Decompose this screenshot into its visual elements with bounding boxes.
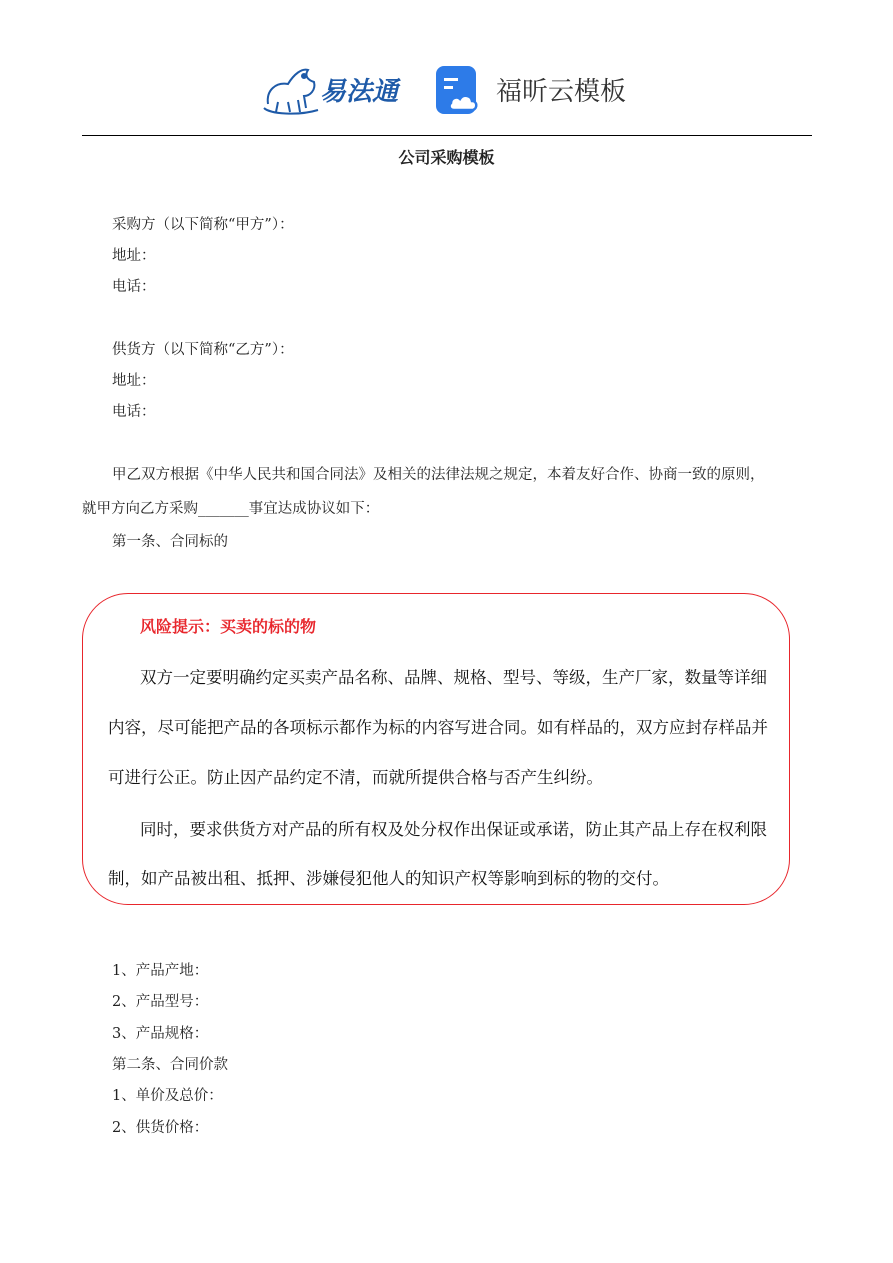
cloud-doc-icon xyxy=(436,66,476,114)
party-a-phone: 电话： xyxy=(112,279,156,295)
document-title: 公司采购模板 xyxy=(398,148,495,167)
header-logos xyxy=(258,60,638,120)
party-a-line: 采购方（以下简称“甲方”）： xyxy=(112,217,294,233)
party-b-line: 供货方（以下简称“乙方”）： xyxy=(112,342,294,358)
item-spec: 3、产品规格： xyxy=(112,1026,209,1042)
logo-graphic xyxy=(258,60,638,120)
risk-notice-line: 制，如产品被出租、抵押、涉嫌侵犯他人的知识产权等影响到标的物的交付。 xyxy=(108,869,669,888)
risk-notice-title: 风险提示：买卖的标的物 xyxy=(140,617,317,636)
intro-paragraph-line2: 就甲方向乙方采购_______事宜达成协议如下： xyxy=(82,501,380,517)
party-a-address: 地址： xyxy=(112,248,156,264)
risk-notice-line: 同时，要求供货方对产品的所有权及处分权作出保证或承诺，防止其产品上存在权利限 xyxy=(140,820,767,839)
risk-notice-line: 内容，尽可能把产品的各项标示都作为标的内容写进合同。如有样品的，双方应封存样品并 xyxy=(108,718,768,737)
risk-notice-line: 可进行公正。防止因产品约定不清，而就所提供合格与否产生纠纷。 xyxy=(108,768,603,787)
qilin-logo-icon xyxy=(264,70,318,114)
brand2-text: 福昕云模板 xyxy=(496,77,627,107)
risk-notice-line: 双方一定要明确约定买卖产品名称、品牌、规格、型号、等级，生产厂家，数量等详细 xyxy=(140,668,767,687)
intro-paragraph-line1: 甲乙双方根据《中华人民共和国合同法》及相关的法律法规之规定，本着友好合作、协商一致的原则， xyxy=(112,467,765,483)
price-unit-total: 1、单价及总价： xyxy=(112,1088,223,1104)
article-2-heading: 第二条、合同价款 xyxy=(112,1057,228,1073)
brand1-text: 易法通 xyxy=(320,77,399,107)
item-origin: 1、产品产地： xyxy=(112,963,209,979)
party-b-phone: 电话： xyxy=(112,404,156,420)
header-divider xyxy=(82,135,812,136)
party-b-address: 地址： xyxy=(112,373,156,389)
risk-notice-box xyxy=(82,593,790,905)
price-supply: 2、供货价格： xyxy=(112,1120,209,1136)
article-1-heading: 第一条、合同标的 xyxy=(112,534,228,550)
item-model: 2、产品型号： xyxy=(112,994,209,1010)
